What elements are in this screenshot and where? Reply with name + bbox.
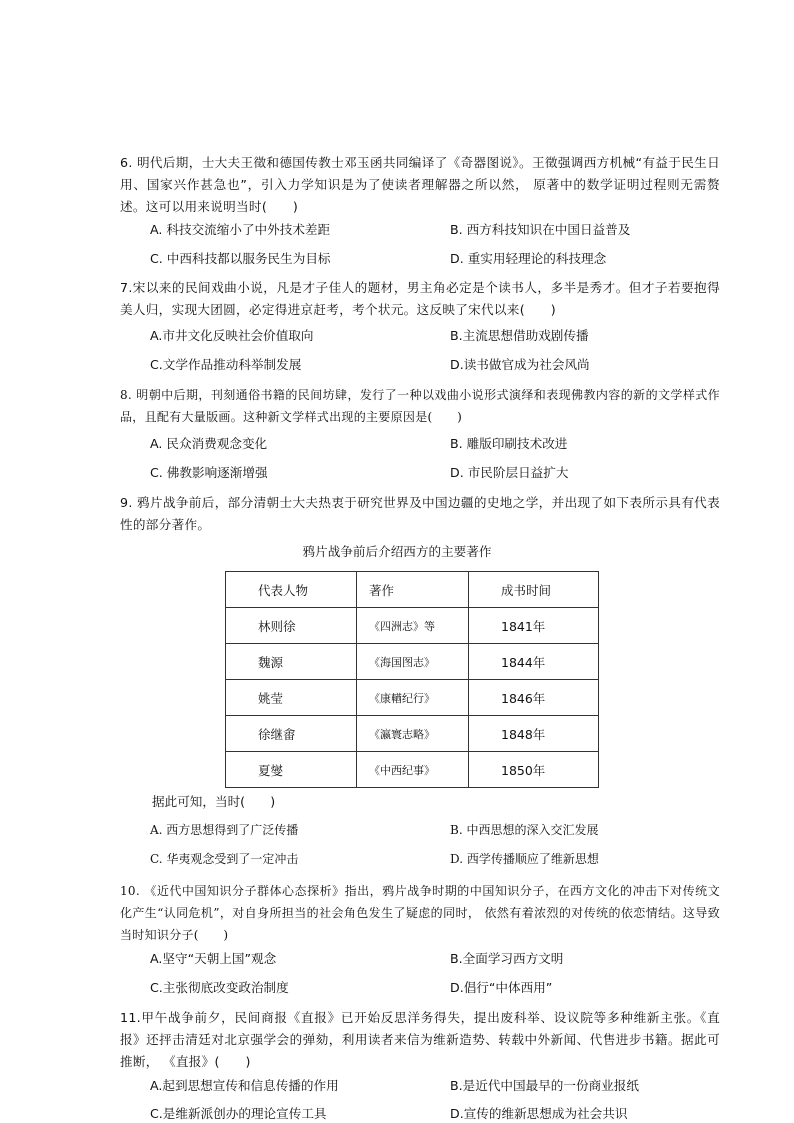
question-8 <box>120 384 720 428</box>
question-6-option-c[interactable]: C. 中西科技都以服务民生为目标 <box>150 251 331 266</box>
question-11 <box>120 1007 720 1073</box>
question-9 <box>120 492 720 536</box>
question-9-option-c[interactable]: C. 华夷观念受到了一定冲击 <box>150 852 299 866</box>
question-8-option-d[interactable]: D. 市民阶层日益扩大 <box>450 465 569 480</box>
table-cell-person: 林则徐 <box>226 608 357 644</box>
table-header-cell: 成书时间 <box>469 572 599 608</box>
question-9-option-b[interactable]: B. 中西思想的深入交汇发展 <box>450 823 599 837</box>
table-cell-work: 《中西纪事》 <box>357 752 469 788</box>
table-cell-person: 徐继畬 <box>226 716 357 752</box>
question-8-option-c[interactable]: C. 佛教影响逐渐增强 <box>150 465 268 480</box>
question-11-option-c[interactable]: C.是维新派创办的理论宣传工具 <box>150 1106 327 1121</box>
table-cell-work: 《四洲志》等 <box>357 608 469 644</box>
question-9-option-d[interactable]: D. 西学传播顺应了维新思想 <box>450 852 599 866</box>
table-cell-work: 《瀛寰志略》 <box>357 716 469 752</box>
table-header-cell: 著作 <box>357 572 469 608</box>
question-7-option-a[interactable]: A.市井文化反映社会价值取向 <box>150 328 314 343</box>
question-11-option-d[interactable]: D.宣传的维新思想成为社会共识 <box>450 1106 628 1121</box>
question-7-option-d[interactable]: D.读书做官成为社会风尚 <box>450 357 590 372</box>
question-10 <box>120 880 720 946</box>
question-6-option-b[interactable]: B. 西方科技知识在中国日益普及 <box>450 222 631 237</box>
question-8-stem: 8. 明朝中后期，刊刻通俗书籍的民间坊肆，发行了一种以戏曲小说形式演绎和表现佛教内容的新的文学样式作品，且配有大量版画。这种新文学样式出现的主要原因是( ) <box>120 388 720 424</box>
table-row <box>226 644 599 680</box>
table-cell-person: 姚莹 <box>226 680 357 716</box>
question-10-option-c[interactable]: C.主张彻底改变政治制度 <box>150 980 289 995</box>
question-8-option-a[interactable]: A. 民众消费观念变化 <box>150 436 268 451</box>
table-header-cell: 代表人物 <box>226 572 357 608</box>
question-9-followup: 据此可知，当时( ) <box>152 794 276 809</box>
table-row <box>226 608 599 644</box>
question-9-option-a[interactable]: A. 西方思想得到了广泛传播 <box>150 823 299 837</box>
table-cell-year: 1844年 <box>469 644 599 680</box>
table-cell-work: 《海国图志》 <box>357 644 469 680</box>
table-row <box>226 680 599 716</box>
question-7 <box>120 277 720 321</box>
table-caption: 鸦片战争前后介绍西方的主要著作 <box>302 544 492 559</box>
question-7-option-c[interactable]: C.文学作品推动科举制发展 <box>150 357 302 372</box>
question-6-option-a[interactable]: A. 科技交流缩小了中外技术差距 <box>150 222 331 237</box>
table-cell-year: 1848年 <box>469 716 599 752</box>
question-11-stem: 11.甲午战争前夕，民间商报《直报》已开始反思洋务得失，提出废科举、设议院等多种维新主张。《直报》还抨击清廷对北京强学会的弹劾，利用读者来信为维新造势、转载中外新闻、代售进步书籍。据此可推断， 《直报》( ) <box>120 1010 720 1069</box>
table-row <box>226 752 599 788</box>
table-cell-person: 魏源 <box>226 644 357 680</box>
question-6 <box>120 152 720 218</box>
works-table <box>225 571 599 788</box>
table-cell-year: 1841年 <box>469 608 599 644</box>
question-6-stem: 6. 明代后期，士大夫王徵和德国传教士邓玉函共同编译了《奇器图说》。王徵强调西方机械“有益于民生日用、国家兴作甚急也”，引入力学知识是为了使读者理解器之所以然， 原著中的数学证明过程则无需赘述。这可以用来说明当时( ) <box>120 155 720 214</box>
question-10-option-a[interactable]: A.坚守“天朝上国”观念 <box>150 951 277 966</box>
question-10-option-d[interactable]: D.倡行“中体西用” <box>450 980 553 995</box>
question-10-stem: 10. 《近代中国知识分子群体心态探析》指出，鸦片战争时期的中国知识分子，在西方文化的冲击下对传统文化产生“认同危机”，对自身所担当的社会角色发生了疑虑的同时， 依然有着浓烈的对传统的依恋情结。这导致当时知识分子( ) <box>120 884 720 942</box>
question-7-stem: 7.宋以来的民间戏曲小说，凡是才子佳人的题材，男主角必定是个读书人，多半是秀才。但才子若要抱得美人归，实现大团圆，必定得进京赶考，考个状元。这反映了宋代以来( ) <box>120 280 720 317</box>
table-cell-year: 1846年 <box>469 680 599 716</box>
question-8-option-b[interactable]: B. 雕版印刷技术改进 <box>450 436 568 451</box>
table-cell-work: 《康輶纪行》 <box>357 680 469 716</box>
question-11-option-b[interactable]: B.是近代中国最早的一份商业报纸 <box>450 1078 639 1093</box>
question-10-option-b[interactable]: B.全面学习西方文明 <box>450 951 564 966</box>
question-7-option-b[interactable]: B.主流思想借助戏剧传播 <box>450 328 589 343</box>
question-9-stem: 9. 鸦片战争前后，部分清朝士大夫热衷于研究世界及中国边疆的史地之学，并出现了如下表所示具有代表性的部分著作。 <box>120 495 720 532</box>
table-cell-person: 夏燮 <box>226 752 357 788</box>
table-header-row <box>226 572 599 608</box>
table-cell-year: 1850年 <box>469 752 599 788</box>
question-11-option-a[interactable]: A.起到思想宣传和信息传播的作用 <box>150 1078 339 1093</box>
question-6-option-d[interactable]: D. 重实用轻理论的科技理念 <box>450 251 607 266</box>
table-row <box>226 716 599 752</box>
